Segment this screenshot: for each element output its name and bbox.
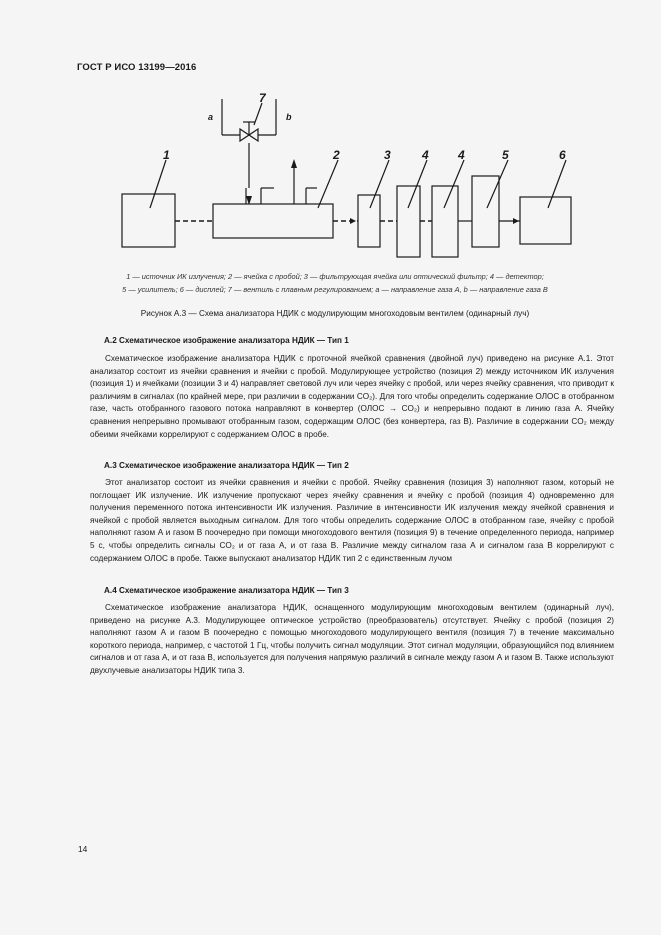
- page-number: 14: [78, 844, 88, 854]
- legend-line-1: 1 — источник ИК излучения; 2 — ячейка с пробой; 3 — фильтрующая ячейка или оптический фильтр; 4 — детектор;: [126, 272, 544, 281]
- sample-cell-box: [213, 204, 333, 238]
- callout-5: 5: [502, 148, 509, 162]
- figure-caption: Рисунок А.3 — Схема анализатора НДИК с модулирующим многоходовым вентилем (одинарный луч): [140, 309, 530, 318]
- outlet-arrow-icon: [291, 159, 297, 168]
- detector-box-a: [397, 186, 420, 257]
- ir-source-box: [122, 194, 175, 247]
- legend-line-2: 5 — усилитель; 6 — дисплей; 7 — вентиль с плавным регулированием; a — направление газа А, b — направление газа В: [122, 284, 548, 294]
- gas-a-label: a: [208, 112, 214, 122]
- standard-designation: ГОСТ Р ИСО 13199—2016: [77, 62, 197, 73]
- section-a2-title: А.2 Схематическое изображение анализатора НДИК — Тип 1: [104, 336, 349, 345]
- figure-legend: [70, 271, 600, 296]
- amplifier-box: [472, 176, 499, 247]
- callout-1: 1: [163, 148, 170, 162]
- section-a3-text: Этот анализатор состоит из ячейки сравнения и ячейки с пробой. Ячейку сравнения (позиция 3) наполняют газом, который не поглощает ИК излучение. ИК излучение пропускают через ячейку сравнения и ячейку с пробой (позиция 4) одновременно для получения переменного потока интенсивности ИК излучения. Различие в интенсивности ИК излучения между ячейкой сравнения и ячейкой с пробой является выходным сигналом. Для того чтобы определить содержание ОЛОС в отобранном газе, ячейку с пробой наполняют газом А и газом В поочередно при помощи многоходового вентиля (позиция 9) в течение определенного периода, например 5 с, чтобы определить сигналы CO₂ и от газа А, и от газа В. Различие между сигналом газа А и сигналом газа В коррелируют с содержанием ОЛОС в пробе. Также выпускают анализатор НДИК тип 2 с единственным лучом: [90, 478, 614, 563]
- callout-4b: 4: [458, 148, 465, 162]
- callout-2: 2: [333, 148, 340, 162]
- display-box: [520, 197, 571, 244]
- section-a4-text: Схематическое изображение анализатора НДИК, оснащенного модулирующим многоходовым вентилем (одинарный луч), приведено на рисунке А.3. Модулирующее оптическое устройство (преобразователь) отсутствует. Ячейку с пробой (позиция 2) наполняют газом А и газом В поочередно с помощью многоходового модулирующего вентиля (позиция 7) в течение максимально короткого периода, например, с частотой 1 Гц, чтобы получить сигнал модуляции. Этот сигнал модуляции, образующийся под влиянием сигналов и от газа А, и от газа В, используется для получения напрямую различий в сигнале между газом А и газом В. Также используют двухлучевые анализаторы НДИК типа 3.: [90, 603, 614, 675]
- section-a3-title: А.3 Схематическое изображение анализатора НДИК — Тип 2: [104, 461, 349, 470]
- callout-4a: 4: [422, 148, 429, 162]
- callout-7: 7: [259, 91, 266, 105]
- gas-b-label: b: [286, 112, 292, 122]
- section-a2-text: Схематическое изображение анализатора НДИК с проточной ячейкой сравнения (двойной луч) приведено на рисунке А.1. Этот анализатор состоит из ячейки сравнения и ячейки с пробой. Модулирующее устройство (позиция 2) между источником ИК излучения (позиция 1) и ячейками (позиции 3 и 4) направляет световой луч или через ячейку с пробой, или через ячейку сравнения, что приводит к различиям в сигналах (по крайней мере, при различии в содержании CO₂). Для того чтобы определить содержание ОЛОС в отобранном газе, часть отобранного газового потока направляют в конвертер (ОЛОС → CO₂) и непрерывно подают в линию газа А. Ячейку сравнения непрерывно промывают отобранным газом, содержащим ОЛОС (без конвертера, газ В). Различие в содержании CO₂ между обеими ячейками коррелируют с содержанием ОЛОС в пробе.: [90, 354, 614, 439]
- analyzer-diagram: [0, 0, 661, 270]
- section-a4-title: А.4 Схематическое изображение анализатора НДИК — Тип 3: [104, 586, 349, 595]
- filter-cell-box: [358, 195, 380, 247]
- callout-6: 6: [559, 148, 566, 162]
- detector-box-b: [432, 186, 458, 257]
- callout-3: 3: [384, 148, 391, 162]
